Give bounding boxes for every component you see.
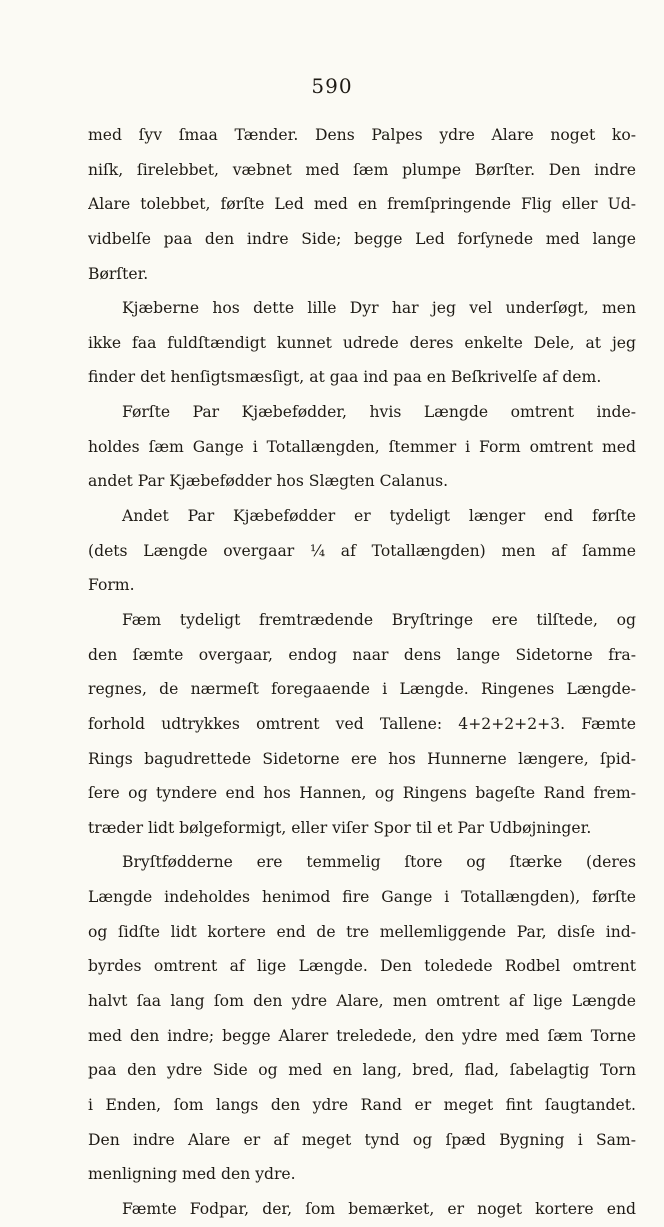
text-line: vidbelſe paa den indre Side; begge Led forſynede med lange — [88, 229, 636, 248]
text-line: byrdes omtrent af lige Længde. Den toledede Rodbel omtrent — [88, 957, 636, 976]
text-line: Alare tolebbet, førſte Led med en fremſpringende Flig eller Ud- — [88, 195, 636, 214]
text-line: og ſidſte lidt kortere end de tre mellemliggende Par, disſe ind- — [88, 922, 636, 941]
text-line: menligning med den ydre. — [88, 1165, 296, 1184]
text-line: med den indre; begge Alarer treledede, den ydre med ſæm Torne — [88, 1026, 636, 1045]
text-line: Den indre Alare er af meget tynd og ſpæd Bygning i Sam- — [88, 1130, 636, 1149]
text-line: Andet Par Kjæbefødder er tydeligt længer end førſte — [122, 507, 636, 526]
text-line: den ſæmte overgaar, endog naar dens lange Sidetorne fra- — [88, 645, 636, 664]
text-line: andet Par Kjæbefødder hos Slægten Calanus. — [88, 472, 449, 491]
text-line: forhold udtrykkes omtrent ved Tallene: 4+2+2+2+3. Fæmte — [88, 714, 636, 733]
text-line: paa den ydre Side og med en lang, bred, flad, ſabelagtig Torn — [88, 1061, 636, 1080]
text-line: halvt ſaa lang ſom den ydre Alare, men omtrent af lige Længde — [88, 992, 636, 1011]
text-line: regnes, de nærmeſt foregaaende i Længde. Ringenes Længde- — [88, 680, 636, 699]
text-line: holdes ſæm Gange i Totallængden, ſtemmer i Form omtrent med — [88, 437, 636, 456]
text-line: Rings bagudrettede Sidetorne ere hos Hunnerne længere, ſpid- — [88, 749, 636, 768]
text-line: træder lidt bølgeformigt, eller viſer Spor til et Par Udbøjninger. — [88, 818, 592, 837]
text-line: Fæmte Fodpar, der, ſom bemærket, er noget kortere end — [122, 1199, 636, 1218]
page-number: 590 — [311, 74, 353, 98]
text-line: ſere og tyndere end hos Hannen, og Ringens bageſte Rand frem- — [88, 784, 636, 803]
text-line: finder det henſigtsmæsſigt, at gaa ind paa en Beſkrivelſe af dem. — [88, 368, 602, 387]
text-line: Førſte Par Kjæbefødder, hvis Længde omtrent inde- — [122, 403, 636, 422]
text-line: niſk, ſirelebbet, væbnet med ſæm plumpe Børſter. Den indre — [88, 160, 636, 179]
text-line: ikke faa fuldſtændigt kunnet udrede deres enkelte Dele, at jeg — [88, 333, 636, 352]
text-line: Længde indeholdes henimod fire Gange i Totallængden), førſte — [88, 888, 636, 907]
text-line: Bryſtfødderne ere temmelig ſtore og ſtærke (deres — [122, 853, 636, 872]
text-line: Børſter. — [88, 264, 149, 283]
body-text — [88, 118, 636, 1227]
text-line: Kjæberne hos dette lille Dyr har jeg vel underſøgt, men — [122, 299, 636, 318]
text-line: i Enden, ſom langs den ydre Rand er meget fint ſaugtandet. — [88, 1095, 636, 1114]
text-line: Form. — [88, 576, 135, 595]
text-line: (dets Længde overgaar ¼ af Totallængden) men af ſamme — [88, 541, 636, 560]
text-line: med ſyv ſmaa Tænder. Dens Palpes ydre Alare noget ko- — [88, 126, 636, 144]
text-line: Fæm tydeligt fremtrædende Bryſtringe ere tilſtede, og — [122, 610, 636, 629]
